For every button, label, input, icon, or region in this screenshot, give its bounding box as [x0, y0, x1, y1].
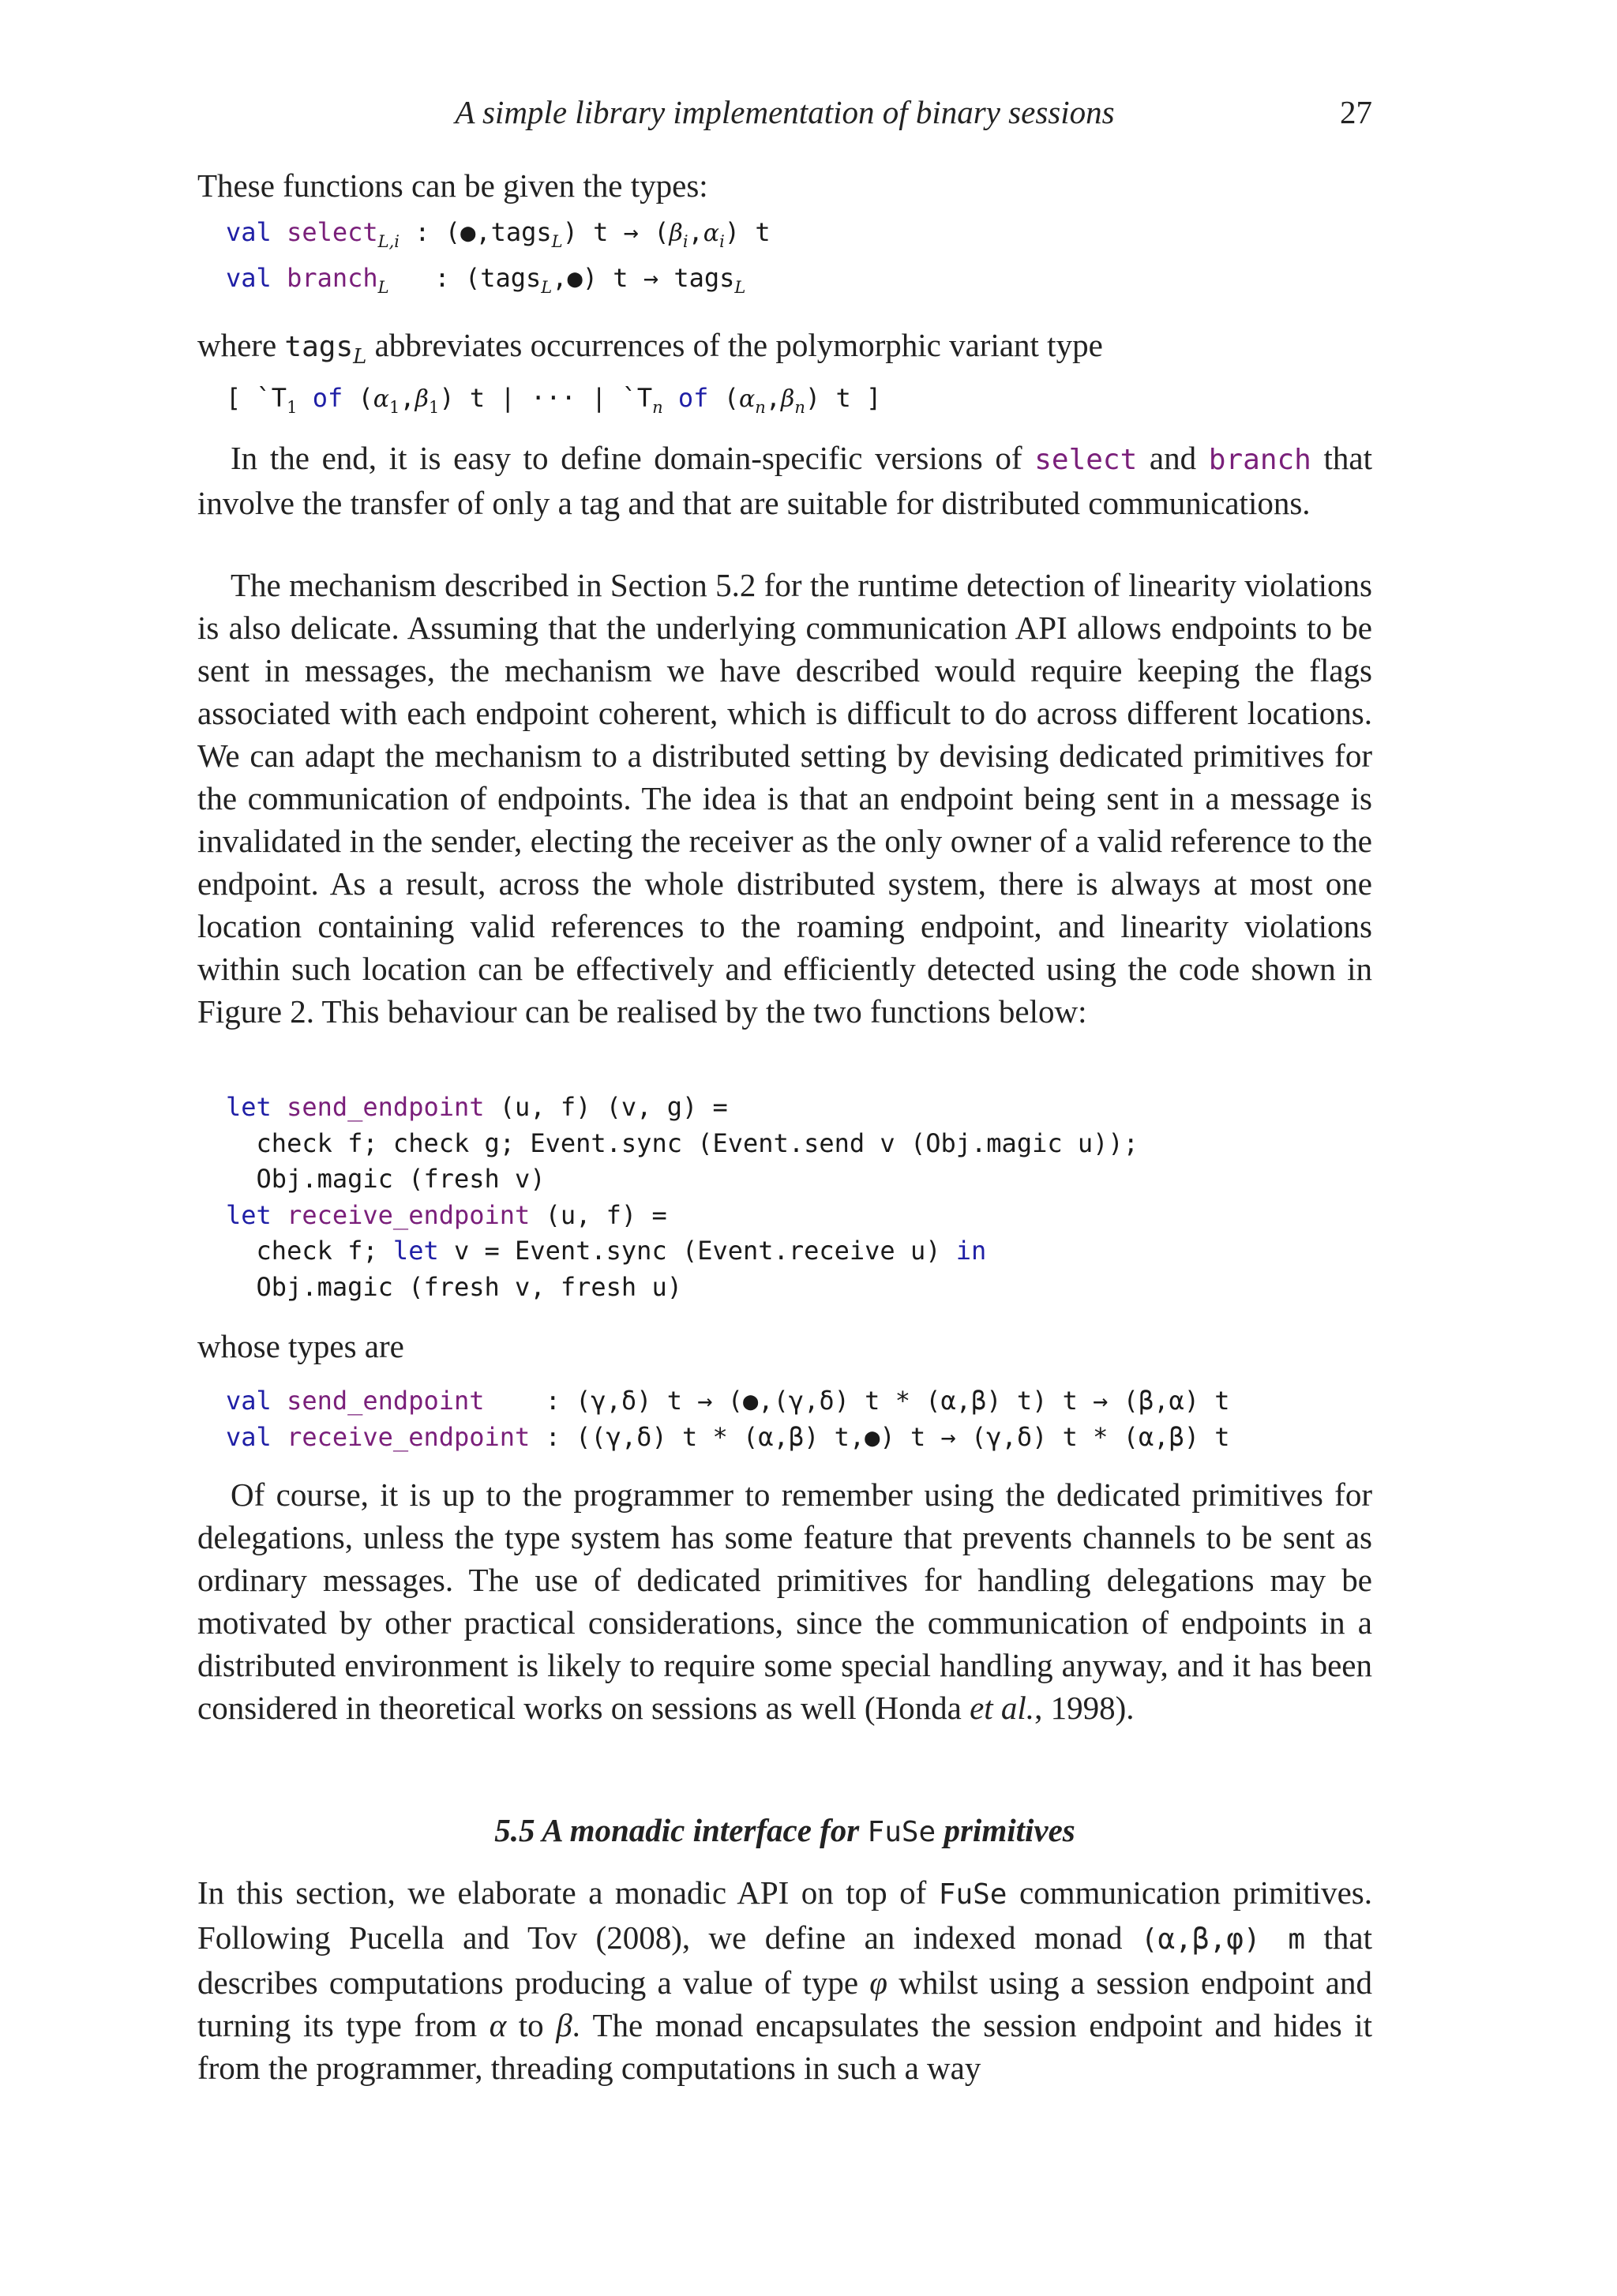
code-text: [ `T [226, 383, 287, 413]
paragraph-types-intro: These functions can be given the types: [197, 167, 708, 204]
keyword: val [226, 262, 272, 293]
function-name: branch [287, 262, 378, 293]
inline-code: FuSe [867, 1816, 936, 1848]
code-text: ) t [724, 217, 771, 247]
keyword: of [312, 383, 343, 413]
section-heading [197, 1811, 1372, 1849]
text: that describes computations producing a value of type [197, 1919, 1372, 2001]
code-line: check f; check g; Event.sync (Event.send v (Obj.magic u)); [226, 1127, 1139, 1158]
keyword: of [677, 383, 709, 413]
code-text: : (γ,δ) t → (●,(γ,δ) t * (α,β) t) t → (β,α) t [484, 1386, 1230, 1416]
subscript: i [682, 232, 688, 251]
inline-code-monad: (α,β,φ) m [1140, 1923, 1306, 1956]
code-text: ) t → ( [562, 217, 670, 247]
function-name: send_endpoint [287, 1386, 485, 1416]
code-block-select-branch [226, 215, 771, 306]
code-line [226, 1420, 1230, 1456]
keyword: let [226, 1092, 272, 1122]
greek-symbol: α [738, 385, 756, 413]
section-title: 5.5 A monadic interface for [494, 1812, 868, 1848]
subscript: L [734, 277, 746, 297]
paragraph-monadic [197, 1871, 1372, 2089]
greek-symbol: β [669, 219, 683, 247]
subscript: n [755, 398, 766, 417]
text: that involve the transfer of only a tag and that are suitable for distributed communications. [197, 440, 1372, 521]
function-name: receive_endpoint [287, 1421, 531, 1452]
code-variant-type [226, 381, 881, 426]
inline-code: tags [284, 331, 354, 363]
subscript: 1 [429, 398, 440, 417]
citation-et-al: et al. [970, 1690, 1035, 1726]
subscript: i [719, 232, 725, 251]
subscript: n [794, 398, 805, 417]
text: . The monad encapsulates the session endpoint and hides it from the programmer, threading computations in such a way [197, 2007, 1372, 2086]
keyword: let [226, 1199, 272, 1230]
running-title: A simple library implementation of binary sessions [455, 94, 1115, 130]
math-symbol: φ [869, 1964, 887, 2001]
text: whilst using a session endpoint and turning its type from [197, 1964, 1372, 2043]
paragraph-whose-types: whose types are [197, 1328, 404, 1364]
code-text: ,●) t → tags [552, 262, 735, 293]
code-line [226, 1198, 1139, 1234]
text: , 1998). [1034, 1690, 1135, 1726]
keyword: val [226, 1386, 272, 1416]
subscript: L [377, 277, 389, 297]
math-symbol: β [556, 2007, 572, 2043]
keyword: val [226, 217, 272, 247]
code-text: (u, f) (v, g) = [484, 1092, 728, 1122]
code-text: , [765, 383, 782, 413]
inline-code: FuSe [938, 1878, 1007, 1911]
code-text: ( [343, 383, 373, 413]
code-text: , [400, 383, 415, 413]
code-line [226, 1383, 1230, 1420]
text: In this section, we elaborate a monadic API on top of [197, 1874, 939, 1911]
code-text: : (●,tags [400, 217, 552, 247]
code-block-endpoint-types [226, 1383, 1230, 1455]
greek-symbol: β [781, 385, 795, 413]
subscript: 1 [389, 398, 400, 417]
subscript: L [541, 277, 553, 297]
text: In the end, it is easy to define domain-specific versions of [231, 440, 1035, 476]
math-symbol: α [489, 2007, 507, 2043]
subscript: 1 [287, 398, 298, 417]
subscript: L [353, 345, 367, 369]
code-text: check f; [226, 1236, 393, 1266]
subscript: L [551, 232, 563, 251]
greek-symbol: β [415, 385, 430, 413]
code-text: v = Event.sync (Event.receive u) [438, 1236, 956, 1266]
code-line [226, 1233, 1139, 1270]
keyword: let [392, 1236, 439, 1266]
inline-code-branch: branch [1208, 444, 1311, 476]
text: to [506, 2007, 557, 2043]
code-line: Obj.magic (fresh v, fresh u) [226, 1271, 682, 1302]
subscript: L,i [377, 232, 400, 251]
code-line-branch [226, 261, 771, 306]
section-title: primitives [936, 1812, 1075, 1848]
code-text: , [688, 217, 703, 247]
running-header [197, 93, 1372, 137]
code-text: : (tags [388, 262, 542, 293]
code-text: ) t ] [805, 383, 882, 413]
page-number: 27 [1340, 94, 1372, 130]
paragraph-mechanism: The mechanism described in Section 5.2 for the runtime detection of linearity violations is also delicate. Assuming that the underlying communication API allows endpoints to be sent in messages, the mechanism we have described would require keeping the flags associated with each endpoint coherent, which is difficult to do across different locations. We can adapt the mechanism to a distributed setting by devising dedicated primitives for the communication of endpoints. The idea is that an endpoint being sent in a message is invalidated in the sender, electing the receiver as the only owner of a valid reference to the endpoint. As a result, across the whole distributed system, there is always at most one location containing valid references to the roaming endpoint, and linearity violations within such location can be effectively and efficiently detected using the code shown in Figure 2. This behaviour can be realised by the two functions below: [197, 567, 1372, 1030]
paragraph-where [197, 324, 1372, 378]
code-text: ( [708, 383, 739, 413]
text: and [1137, 440, 1209, 476]
code-text: (u, f) = [530, 1199, 667, 1230]
subscript: n [652, 398, 663, 417]
function-name: receive_endpoint [287, 1199, 531, 1230]
keyword: val [226, 1421, 272, 1452]
code-line-select [226, 215, 771, 261]
greek-symbol: α [703, 219, 720, 247]
keyword: in [955, 1236, 987, 1266]
text: Of course, it is up to the programmer to remember using the dedicated primitives for delegations, unless the type system has some feature that prevents channels to be sent as ordinary messages. The use of dedicated primitives for handling delegations may be motivated by other practical considerations, since the communication of endpoints in a distributed environment is likely to require some special handling anyway, and it has been considered in theoretical works on sessions as well (Honda [197, 1476, 1372, 1726]
code-text: ) t | ··· | `T [439, 383, 653, 413]
paragraph-in-the-end [197, 437, 1372, 524]
code-block-endpoint-functions [226, 1090, 1139, 1305]
text: communication primitives. Following Pucella and Tov (2008), we define an indexed monad [197, 1874, 1372, 1956]
text: where [197, 327, 285, 363]
code-line [226, 1090, 1139, 1126]
paragraph-of-course [197, 1473, 1372, 1729]
inline-code-select: select [1034, 444, 1138, 476]
text: abbreviates occurrences of the polymorphic variant type [366, 327, 1103, 363]
code-text: : ((γ,δ) t * (α,β) t,●) t → (γ,δ) t * (α,β) t [530, 1421, 1230, 1452]
function-name: send_endpoint [287, 1092, 485, 1122]
greek-symbol: α [373, 385, 390, 413]
function-name: select [287, 217, 378, 247]
code-line: Obj.magic (fresh v) [226, 1164, 546, 1194]
